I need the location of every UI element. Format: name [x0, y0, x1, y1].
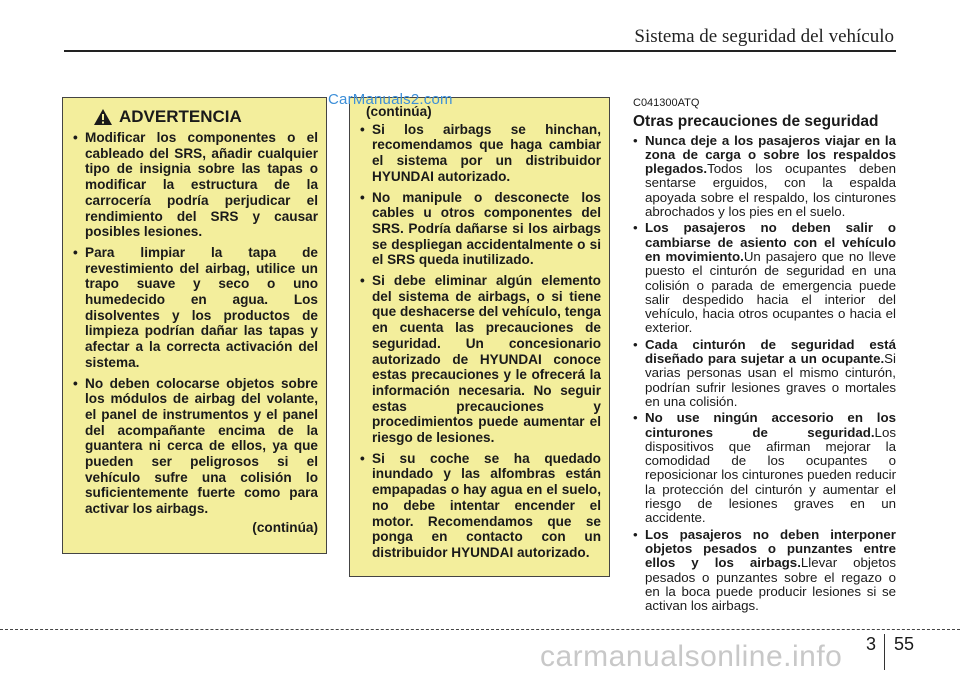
list-item [633, 221, 896, 335]
item-text: Los dispositivos que afirman mejorar la comodidad de los ocupantes o reposicionar los cinturones pueden reducir la protección del cinturón y aumentar el riesgo de lesiones graves en un accidente. [645, 424, 896, 526]
safety-section [633, 96, 896, 615]
continued-label: (continúa) [366, 104, 432, 119]
continues-label: (continúa) [252, 519, 318, 535]
section-list [633, 134, 896, 614]
item-text: Si varias personas usan el mismo cinturón, podrían sufrir lesiones graves o mortales en una colisión. [645, 351, 896, 409]
list-item: • No manipule o desconecte los cables u otros componentes del SRS. Podría dañarse si los airbags se despliegan accidentalmente o si el SRS queda inutilizado. [360, 190, 601, 269]
continued-list [360, 122, 601, 561]
item-lead: No use ningún accesorio en los cinturones de seguridad. [645, 410, 896, 440]
list-item: • Modificar los componentes o el cableado del SRS, añadir cualquier tipo de insignia sobre las tapas o modificar la estructura de la carrocería podría perjudicar el rendimiento del SRS y causar posibles lesiones. [73, 130, 318, 240]
page-number: 55 [894, 634, 915, 654]
warning-heading-text: ADVERTENCIA [119, 107, 242, 127]
list-item [633, 338, 896, 409]
section-title: Otras precauciones de seguridad [633, 113, 879, 131]
list-item: • Para limpiar la tapa de revestimiento del airbag, utilice un trapo suave y seco o uno humedecido en agua. Los disolventes y los productos de limpieza podrían dañar las tapas y afectar a la correcta activación del sistema. [73, 245, 318, 371]
item-text: Todos los ocupantes deben sentarse erguidos, con la espalda apoyada sobre el respaldo, los cinturones abrochados y los pies en el suelo. [645, 161, 896, 220]
section-code: C041300ATQ [633, 97, 700, 109]
warning-box [62, 97, 327, 554]
list-item: • Si su coche se ha quedado inundado y las alfombras están empapadas o hay agua en el suelo, no debe intentar encender el motor. Recomendamos que se ponga en contacto con un distribuidor HYUNDAI autorizado. [360, 451, 601, 561]
watermark-top: CarManuals2.com [328, 91, 453, 108]
page-divider [884, 634, 885, 670]
continued-warning-box [349, 97, 610, 577]
page-header-title: Sistema de seguridad del vehículo [634, 26, 894, 47]
warning-triangle-icon [93, 108, 113, 126]
item-lead: Los pasajeros no deben salir o cambiarse de asiento con el vehículo en movimiento. [645, 220, 896, 264]
list-item: • Si los airbags se hinchan, recomendamos que haga cambiar el sistema por un distribuidor HYUNDAI autorizado. [360, 122, 601, 185]
list-item: • Si debe eliminar algún elemento del sistema de airbags, o si tiene que deshacerse del vehículo, tenga en cuenta las precauciones de seguridad. Un concesionario autorizado de HYUNDAI conoce estas precauciones y le ofrecerá la información necesaria. No seguir estas precauciones y procedimientos puede aumentar el riesgo de lesiones. [360, 273, 601, 446]
header-rule [64, 50, 896, 52]
item-lead: Nunca deje a los pasajeros viajar en la zona de carga o sobre los respaldos plegados. [645, 132, 896, 177]
item-text: Un pasajero que no lleve puesto el cinturón de seguridad en una colisión o parada de emergencia puede salir despedido hacia el interior del vehículo, hacia otros ocupantes o hacia el exterior. [645, 248, 897, 336]
chapter-number: 3 [866, 634, 877, 654]
item-lead: Cada cinturón de seguridad está diseñado para sujetar a un ocupante. [645, 336, 896, 367]
list-item [633, 134, 896, 220]
footer-rule [0, 629, 960, 630]
watermark-bottom: carmanualsonline.info [540, 640, 843, 673]
warning-list [73, 130, 318, 517]
list-item [633, 528, 896, 614]
list-item [633, 411, 896, 525]
item-text: Llevar objetos pesados o punzantes sobre el regazo o en la boca puede producir lesiones si se activan los airbags. [645, 555, 896, 614]
warning-heading [93, 108, 318, 126]
item-lead: Los pasajeros no deben interponer objetos pesados o punzantes entre ellos y los airbags. [645, 526, 896, 571]
list-item: • No deben colocarse objetos sobre los módulos de airbag del volante, el panel de instrumentos y el panel del acompañante encima de la guantera ni cerca de ellos, ya que pueden ser peligrosos si el vehículo sufre una colisión lo suficientemente fuerte como para activar los airbags. [73, 376, 318, 517]
